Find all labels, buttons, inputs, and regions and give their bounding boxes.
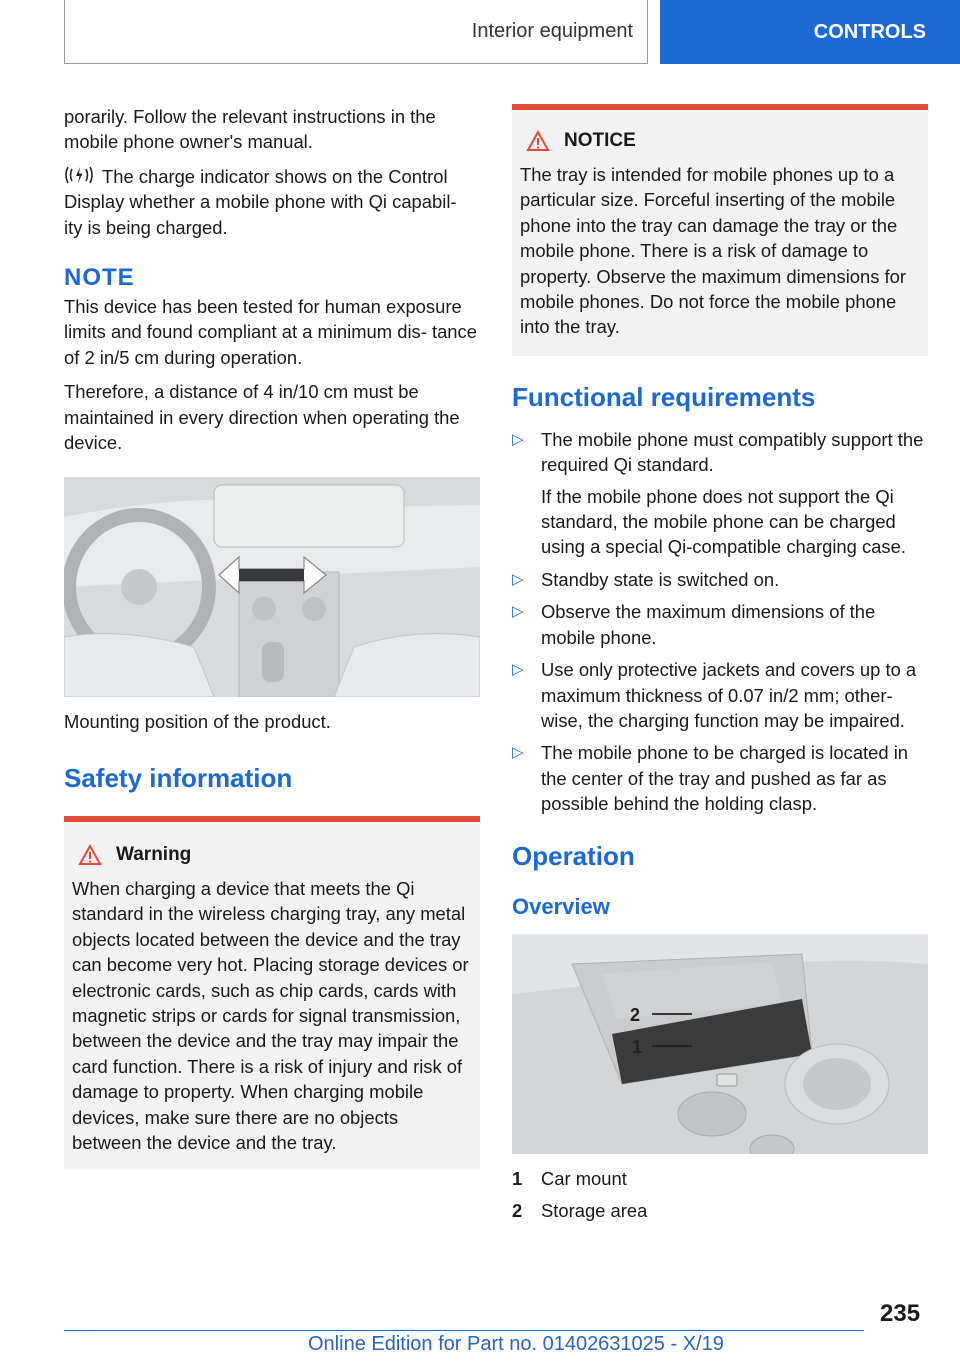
legend-number: 1 — [512, 1167, 523, 1189]
requirement-text: The mobile phone to be charged is located in the center of the tray and pushed as far as possible behind the holding clasp. — [541, 742, 909, 815]
triangle-bullet-icon: ▷ — [512, 570, 524, 588]
legend-row — [512, 1166, 928, 1191]
mounting-position-figure — [64, 477, 480, 697]
header-chapter-label: CONTROLS — [813, 20, 926, 43]
figure-legend — [512, 1166, 928, 1224]
header-section — [64, 0, 648, 64]
warning-title: Warning — [116, 843, 192, 865]
tray-overview-figure — [512, 934, 928, 1154]
left-column — [64, 104, 480, 1169]
triangle-bullet-icon: ▷ — [512, 661, 524, 679]
notice-box — [512, 104, 928, 356]
list-item — [512, 567, 928, 592]
functional-requirements-heading: Functional requirements — [512, 381, 816, 412]
requirement-text: The mobile phone must compatibly support the required Qi standard. — [541, 428, 924, 476]
requirement-text: Standby state is switched on. — [541, 568, 780, 590]
operation-heading: Operation — [512, 840, 635, 871]
requirement-text: Observe the maximum dimensions of the mobile phone. — [541, 601, 876, 648]
tray-illustration — [512, 934, 928, 1154]
warning-box — [64, 816, 480, 1169]
header-section-label: Interior equipment — [471, 20, 633, 42]
footer-divider — [64, 1330, 864, 1331]
warning-triangle-icon — [78, 844, 102, 866]
list-item — [512, 599, 928, 650]
right-column — [512, 104, 928, 1230]
charge-indicator-text: The charge indicator shows on the Control Display whether a mobile phone with Qi capabil‐ ity is being charged. — [64, 165, 457, 238]
list-item — [512, 427, 928, 560]
notice-title-row — [520, 130, 920, 152]
safety-heading: Safety information — [64, 762, 293, 793]
list-item — [512, 657, 928, 733]
requirement-text: Use only protective jackets and covers up to a maximum thickness of 0.07 in/2 mm; other‐ wise, the charging function may be impaired. — [541, 659, 917, 731]
note-paragraph-1: This device has been tested for human exposure limits and found compliant at a minimum dis‐ tance of 2 in/5 cm during operation. — [64, 296, 477, 368]
dashboard-illustration — [64, 477, 480, 697]
overview-heading: Overview — [512, 893, 610, 919]
page-number: 235 — [880, 1300, 921, 1327]
charge-indicator-paragraph — [64, 164, 480, 240]
warning-triangle-icon — [526, 130, 550, 152]
warning-title-row — [72, 844, 472, 866]
figure-label-2: 2 — [630, 1004, 641, 1025]
wireless-charge-icon — [64, 164, 94, 186]
warning-text: When charging a device that meets the Qi standard in the wireless charging tray, any metal objects located between the device and the tray can become very hot. Placing storage devices or electronic cards, such as chip cards, cards with magnetic strips or cards for signal transmission, between the device and the tray may impair the card function. There is a risk of injury and risk of damage to property. When charging mobile devices, make sure there are no objects between the device and the tray. — [72, 877, 469, 1153]
figure-label-1: 1 — [632, 1036, 643, 1057]
requirements-list — [512, 427, 928, 817]
triangle-bullet-icon: ▷ — [512, 603, 524, 621]
note-paragraph-2: Therefore, a distance of 4 in/10 cm must be maintained in every direction when operating the device. — [64, 381, 460, 454]
notice-text: The tray is intended for mobile phones up to a particular size. Forceful inserting of the mobile phone into the tray can damage the tray or the mobile phone. There is a risk of damage to property. Observe the maximum dimensions for mobile phones. Do not force the mobile phone into the tray. — [520, 164, 907, 338]
legend-row — [512, 1198, 928, 1223]
triangle-bullet-icon: ▷ — [512, 744, 524, 762]
notice-title: NOTICE — [564, 130, 636, 151]
note-heading: NOTE — [64, 264, 135, 292]
legend-label: Car mount — [541, 1167, 627, 1189]
list-item — [512, 740, 928, 816]
header-chapter — [660, 0, 960, 64]
footer-edition: Online Edition for Part no. 01402631025 - X/19 — [308, 1333, 724, 1355]
legend-label: Storage area — [541, 1199, 648, 1221]
requirement-subtext: If the mobile phone does not support the Qi standard, the mobile phone can be charged using a special Qi-compatible charging case. — [541, 485, 906, 558]
triangle-bullet-icon: ▷ — [512, 430, 524, 448]
legend-number: 2 — [512, 1199, 523, 1221]
figure-caption: Mounting position of the product. — [64, 711, 331, 733]
intro-paragraph: porarily. Follow the relevant instructions in the mobile phone owner's manual. — [64, 106, 436, 153]
